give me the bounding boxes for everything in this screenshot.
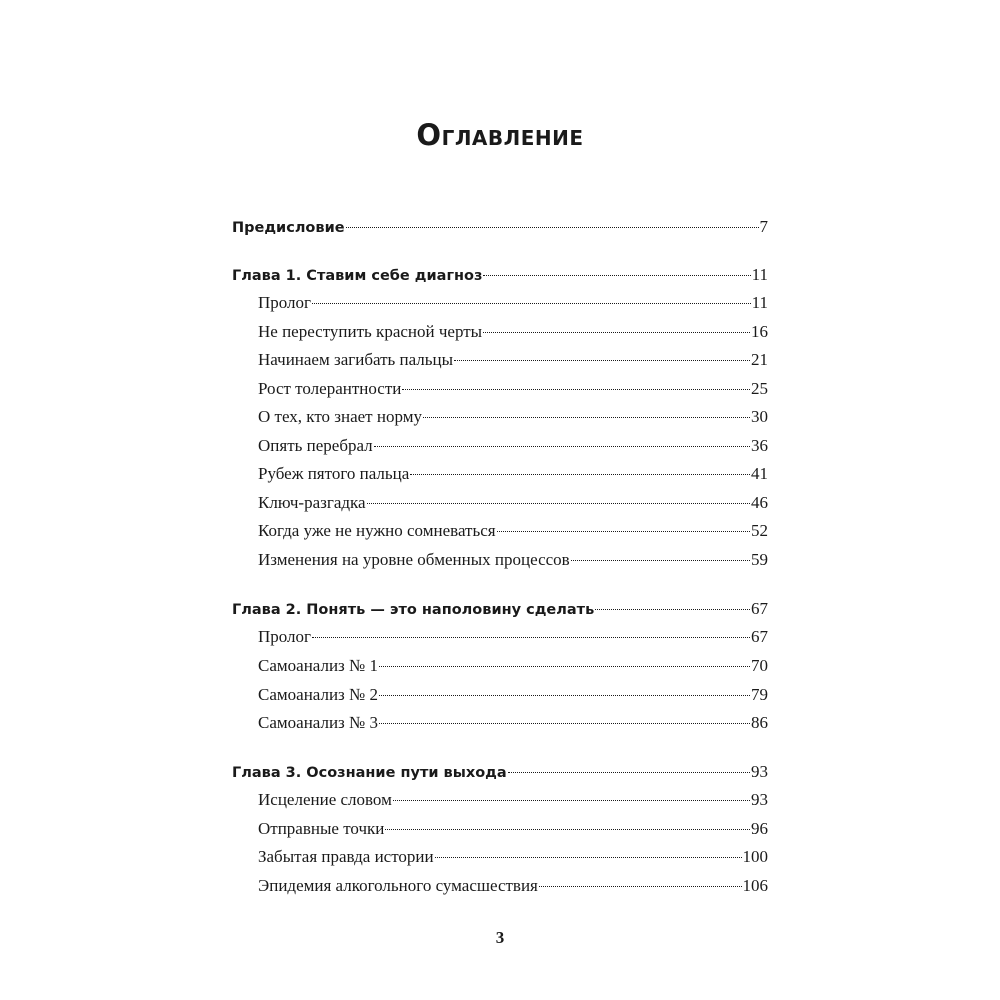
toc-entry-chapter-2[interactable] xyxy=(232,599,768,625)
leader-dots xyxy=(374,446,750,447)
toc-entry-label: Глава 1. Ставим себе диагноз xyxy=(232,268,483,284)
leader-dots xyxy=(483,332,750,333)
toc-entry-section[interactable] xyxy=(232,322,768,348)
leader-dots xyxy=(312,303,751,304)
toc-entry-label: Глава 2. Понять — это наполовину сделать xyxy=(232,602,595,618)
toc-entry-section[interactable] xyxy=(232,685,768,711)
toc-entry-label: Не переступить красной черты xyxy=(258,322,483,341)
leader-dots xyxy=(402,389,750,390)
leader-dots xyxy=(379,723,750,724)
toc-entry-page: 93 xyxy=(751,762,768,781)
toc-entry-page: 67 xyxy=(751,627,768,646)
leader-dots xyxy=(454,360,750,361)
toc-entry-label: Начинаем загибать пальцы xyxy=(258,350,454,369)
toc-entry-label: Когда уже не нужно сомневаться xyxy=(258,521,496,540)
toc-entry-page: 30 xyxy=(751,407,768,426)
toc-entry-section[interactable] xyxy=(232,350,768,376)
leader-dots xyxy=(410,474,750,475)
leader-dots xyxy=(379,666,750,667)
toc-entry-label: Рост толерантности xyxy=(258,379,402,398)
leader-dots xyxy=(571,560,750,561)
toc-entry-section[interactable] xyxy=(232,876,768,902)
toc-entry-page: 41 xyxy=(751,464,768,483)
toc-entry-label: Глава 3. Осознание пути выхода xyxy=(232,765,507,781)
toc-entry-preface[interactable] xyxy=(232,217,768,243)
toc-entry-page: 79 xyxy=(751,685,768,704)
toc-entry-page: 93 xyxy=(751,790,768,809)
leader-dots xyxy=(367,503,750,504)
toc-entry-page: 36 xyxy=(751,436,768,455)
toc-entry-page: 11 xyxy=(751,293,768,312)
toc-entry-section[interactable] xyxy=(232,464,768,490)
leader-dots xyxy=(539,886,742,887)
toc-entry-page: 106 xyxy=(742,876,768,895)
page-title: Оглавление xyxy=(416,118,584,152)
toc-entry-label: Самоанализ № 2 xyxy=(258,685,378,704)
toc-entry-label: Опять перебрал xyxy=(258,436,373,455)
toc-entry-label: Пролог xyxy=(258,627,312,646)
toc-entry-page: 100 xyxy=(742,847,768,866)
toc-entry-label: Самоанализ № 3 xyxy=(258,713,378,732)
toc-entry-page: 7 xyxy=(759,217,768,236)
toc-entry-section[interactable] xyxy=(232,293,768,319)
leader-dots xyxy=(508,772,750,773)
leader-dots xyxy=(595,609,750,610)
leader-dots xyxy=(393,800,750,801)
toc-entry-page: 86 xyxy=(751,713,768,732)
toc-entry-page: 67 xyxy=(751,599,768,618)
leader-dots xyxy=(423,417,750,418)
toc-entry-page: 46 xyxy=(751,493,768,512)
toc-entry-label: Ключ-разгадка xyxy=(258,493,366,512)
toc-entry-label: Рубеж пятого пальца xyxy=(258,464,410,483)
toc-entry-section[interactable] xyxy=(232,656,768,682)
leader-dots xyxy=(312,637,750,638)
toc-entry-chapter-3[interactable] xyxy=(232,762,768,788)
page-number: 3 xyxy=(495,928,505,947)
toc-entry-section[interactable] xyxy=(232,550,768,576)
toc-entry-page: 11 xyxy=(751,265,768,284)
leader-dots xyxy=(483,275,750,276)
toc-entry-page: 21 xyxy=(751,350,768,369)
leader-dots xyxy=(435,857,742,858)
toc-entry-section[interactable] xyxy=(232,436,768,462)
toc-entry-section[interactable] xyxy=(232,713,768,739)
toc-entry-section[interactable] xyxy=(232,627,768,653)
leader-dots xyxy=(385,829,750,830)
toc-entry-label: Предисловие xyxy=(232,220,345,236)
toc-entry-label: Самоанализ № 1 xyxy=(258,656,378,675)
toc-entry-page: 96 xyxy=(751,819,768,838)
toc-entry-chapter-1[interactable] xyxy=(232,265,768,291)
toc-entry-page: 16 xyxy=(751,322,768,341)
toc-entry-page: 59 xyxy=(751,550,768,569)
leader-dots xyxy=(379,695,750,696)
leader-dots xyxy=(346,227,759,228)
toc-entry-section[interactable] xyxy=(232,521,768,547)
toc-entry-label: О тех, кто знает норму xyxy=(258,407,422,426)
toc-entry-label: Забытая правда истории xyxy=(258,847,434,866)
toc-entry-section[interactable] xyxy=(232,847,768,873)
toc-entry-label: Эпидемия алкогольного сумасшествия xyxy=(258,876,538,895)
toc-entry-label: Пролог xyxy=(258,293,312,312)
toc-entry-label: Отправные точки xyxy=(258,819,385,838)
toc-entry-page: 52 xyxy=(751,521,768,540)
toc-entry-label: Изменения на уровне обменных процессов xyxy=(258,550,570,569)
toc-entry-page: 25 xyxy=(751,379,768,398)
toc-entry-section[interactable] xyxy=(232,493,768,519)
toc-entry-section[interactable] xyxy=(232,379,768,405)
toc-entry-section[interactable] xyxy=(232,407,768,433)
toc-entry-section[interactable] xyxy=(232,819,768,845)
toc-entry-section[interactable] xyxy=(232,790,768,816)
toc-entry-label: Исцеление словом xyxy=(258,790,392,809)
toc-entry-page: 70 xyxy=(751,656,768,675)
leader-dots xyxy=(497,531,750,532)
